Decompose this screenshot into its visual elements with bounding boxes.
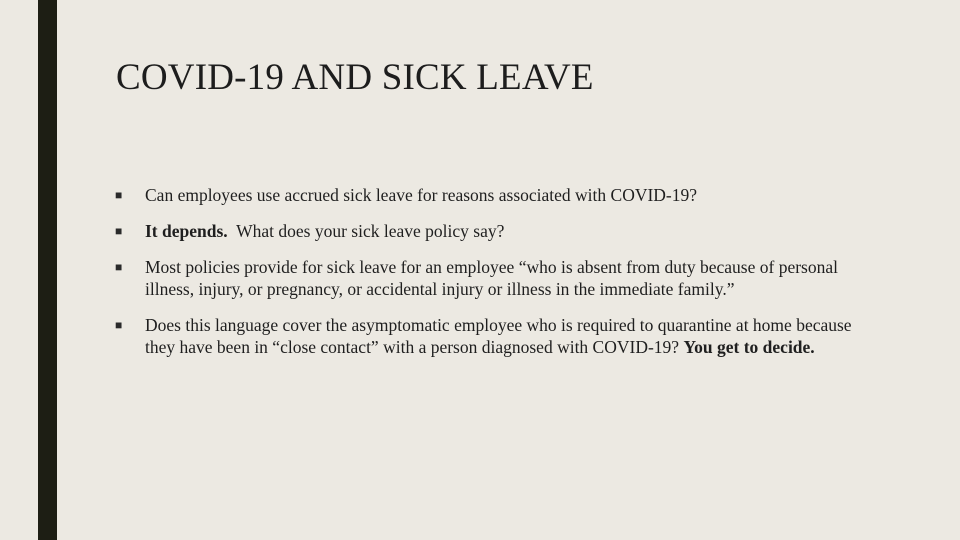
bullet-text: Does this language cover the asymptomatic employee who is required to quarantine at home because they have been in “close contact” with a person diagnosed with COVID-19?: [145, 315, 852, 357]
bullet-item: [114, 220, 854, 242]
accent-bar: [38, 0, 57, 540]
bullet-list: [114, 184, 854, 372]
bullet-item: [114, 184, 854, 206]
square-bullet-icon: ■: [115, 318, 123, 332]
bullet-text: Can employees use accrued sick leave for reasons associated with COVID-19?: [145, 185, 698, 205]
bullet-bold-text: It depends.: [145, 221, 228, 241]
bullet-bold-text: You get to decide.: [683, 337, 815, 357]
square-bullet-icon: ■: [115, 188, 123, 202]
bullet-item: [114, 314, 854, 358]
bullet-text: Most policies provide for sick leave for an employee “who is absent from duty because of personal illness, injury, or pregnancy, or accidental injury or illness in the immediate family.”: [145, 257, 838, 299]
bullet-item: [114, 256, 854, 300]
square-bullet-icon: ■: [115, 260, 123, 274]
bullet-text: What does your sick leave policy say?: [227, 221, 505, 241]
slide-title: COVID-19 AND SICK LEAVE: [116, 57, 594, 98]
square-bullet-icon: ■: [115, 224, 123, 238]
